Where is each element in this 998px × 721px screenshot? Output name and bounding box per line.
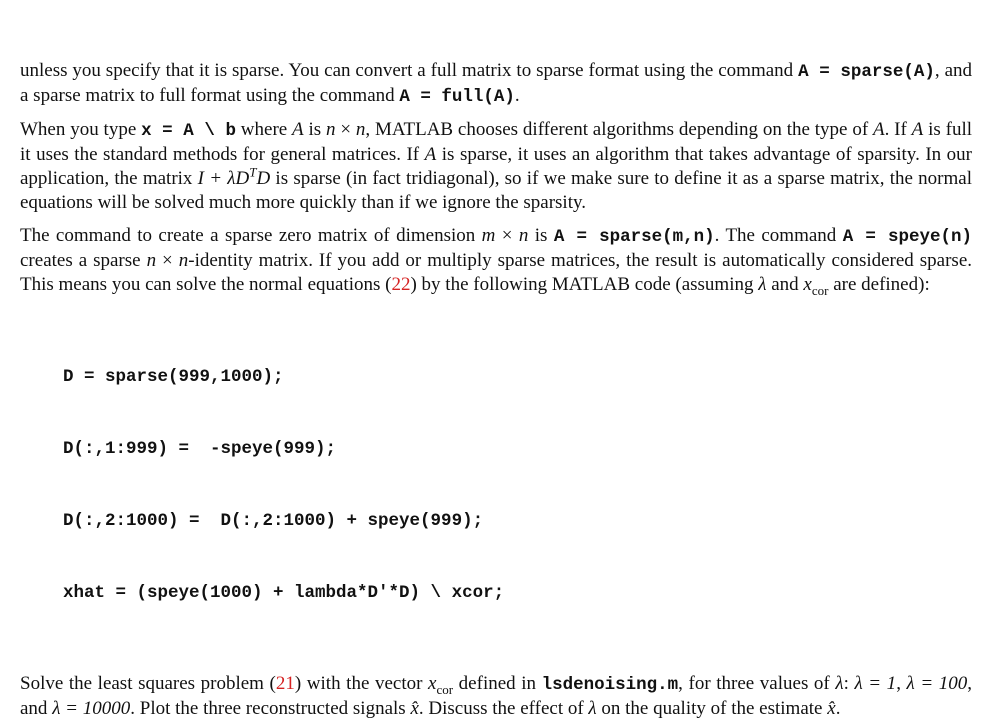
- math-lambda-1: λ = 1: [854, 673, 897, 694]
- code-backslash: x = A \ b: [141, 121, 236, 141]
- text: . Discuss the effect of: [418, 698, 589, 719]
- text: , for three values of: [678, 673, 836, 694]
- math-x: x: [428, 673, 437, 694]
- math-n: n: [355, 119, 366, 140]
- text: and: [766, 274, 804, 295]
- text: is full it uses the standard methods for general matrices. If: [20, 119, 973, 165]
- text: unless you specify that it is sparse. You can convert a full matrix to sparse format using the command: [20, 60, 799, 81]
- text: are defined):: [828, 274, 930, 295]
- math-m: m: [481, 225, 496, 246]
- math-a: A: [292, 119, 304, 140]
- paragraph-exercise: [20, 672, 972, 721]
- math-n: n: [326, 119, 336, 140]
- math-n: n: [518, 225, 529, 246]
- matlab-code-block: [63, 317, 972, 653]
- math-subscript-cor: cor: [436, 681, 454, 697]
- text: where: [235, 119, 293, 140]
- text: -identity matrix. If you add or multiply sparse matrices, the result is automatically considered sparse. This means you can solve the normal equations (: [20, 250, 973, 295]
- code-line: D(:,1:999) = -speye(999);: [63, 439, 337, 459]
- text: When you type: [20, 119, 142, 140]
- code-line: xhat = (speye(1000) + lambda*D'*D) \ xcor;: [63, 583, 505, 603]
- math-transpose: T: [249, 164, 257, 180]
- math-lambda: λ: [835, 673, 844, 694]
- text: :: [843, 673, 855, 694]
- math-a: A: [872, 119, 885, 140]
- text: , and: [20, 673, 973, 719]
- text: ,: [896, 673, 907, 694]
- math-d: D: [256, 168, 271, 189]
- text: . The command: [714, 225, 843, 246]
- text: ) with the vector: [294, 673, 429, 694]
- math-times: ×: [495, 225, 519, 246]
- math-a: A: [424, 144, 437, 165]
- text: on the quality of the estimate: [596, 698, 828, 719]
- math-a: A: [911, 119, 924, 140]
- math-xhat: x̂: [827, 698, 836, 719]
- text: is: [528, 225, 554, 246]
- text: ) by the following MATLAB code (assuming: [410, 274, 759, 295]
- math-matrix-expression: I + λD: [197, 168, 250, 189]
- text: defined in: [453, 673, 542, 694]
- document-page: [20, 59, 972, 721]
- text: creates a sparse: [20, 250, 147, 271]
- math-lambda: λ: [588, 698, 597, 719]
- math-n: n: [146, 250, 157, 271]
- text: is sparse (in fact tridiagonal), so if we make sure to define it as a sparse matrix, the normal equations will be solved much more quickly than if we ignore the sparsity.: [20, 168, 972, 213]
- text: .: [514, 85, 520, 106]
- text: , MATLAB chooses different algorithms depending on the type of: [365, 119, 873, 140]
- math-subscript-cor: cor: [811, 282, 829, 298]
- code-sparse-a: A = sparse(A): [798, 62, 935, 82]
- text: , and a sparse matrix to full format using the command: [20, 60, 973, 106]
- math-lambda: λ: [758, 274, 767, 295]
- math-lambda-100: λ = 100: [906, 673, 968, 694]
- equation-reference-22[interactable]: 22: [391, 274, 411, 295]
- text: The command to create a sparse zero matrix of dimension: [20, 225, 482, 246]
- math-times: ×: [335, 119, 356, 140]
- paragraph-sparse-conversion: [20, 59, 972, 109]
- code-speye: A = speye(n): [842, 227, 972, 247]
- text: is sparse, it uses an algorithm that takes advantage of sparsity. In our application, the matrix: [20, 144, 972, 189]
- code-sparse-mn: A = sparse(m,n): [553, 227, 715, 247]
- text: . Plot the three reconstructed signals: [130, 698, 411, 719]
- math-x: x: [803, 274, 812, 295]
- math-xhat: x̂: [410, 698, 419, 719]
- math-n: n: [178, 250, 189, 271]
- text: Solve the least squares problem (: [20, 673, 276, 694]
- text: .: [835, 698, 841, 719]
- code-line: D(:,2:1000) = D(:,2:1000) + speye(999);: [63, 511, 484, 531]
- text: is: [303, 119, 326, 140]
- equation-reference-21[interactable]: 21: [275, 673, 295, 694]
- code-filename: lsdenoising.m: [541, 675, 679, 695]
- paragraph-sparse-commands: [20, 224, 972, 297]
- math-times: ×: [156, 250, 179, 271]
- code-full-a: A = full(A): [399, 87, 515, 107]
- paragraph-backslash: [20, 118, 972, 215]
- math-lambda-10000: λ = 10000: [52, 698, 131, 719]
- text: . If: [884, 119, 912, 140]
- code-line: D = sparse(999,1000);: [63, 367, 284, 387]
